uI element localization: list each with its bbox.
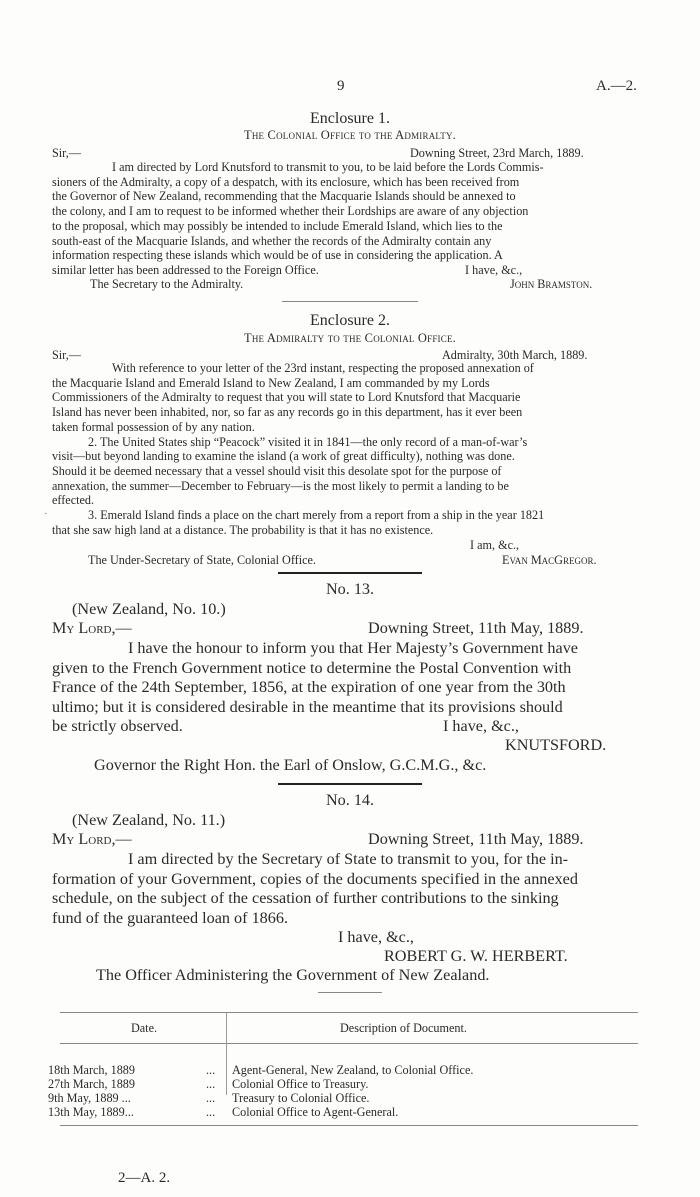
enclosure-2-title: Enclosure 2. <box>310 312 390 329</box>
enclosure-1-salutation: Sir,— <box>52 146 81 160</box>
enclosure-1-place-date: Downing Street, 23rd March, 1889. <box>410 146 584 160</box>
body-line: fund of the guaranteed loan of 1866. <box>52 908 288 927</box>
document-13-closing: I have, &c., <box>443 717 519 735</box>
enclosure-1-closing: I have, &c., <box>465 263 523 277</box>
enclosure-1-last-line: similar letter has been addressed to the Foreign Office. <box>52 263 319 277</box>
enclosure-2-closing: I am, &c., <box>470 538 520 552</box>
body-line: that she saw high land at a distance. The probability is that it has no existence. <box>52 522 434 537</box>
body-line: 2. The United States ship “Peacock” visited it in 1841—the only record of a man-of-war’s <box>88 434 528 449</box>
enclosure-1-addressee: The Secretary to the Admiralty. <box>90 277 244 291</box>
separator-rule <box>282 301 418 302</box>
body-line: formation of your Government, copies of the documents specified in the annexed <box>52 869 578 888</box>
document-14-addressee: The Officer Administering the Government of New Zealand. <box>96 966 490 984</box>
document-13-last-line: be strictly observed. <box>52 717 183 735</box>
table-row-4-description: Colonial Office to Agent-General. <box>232 1105 399 1119</box>
body-line: I am directed by the Secretary of State to transmit to you, for the in- <box>128 850 569 868</box>
table-row-3-date: 9th May, 1889 ... <box>48 1091 131 1105</box>
table-header-date: Date. <box>130 1021 158 1035</box>
printer-signature: 2—A. 2. <box>118 1170 171 1186</box>
document-14-title: No. 14. <box>325 791 375 809</box>
table-column-divider <box>226 1013 227 1095</box>
table-bottom-rule <box>60 1125 638 1126</box>
body-line: sioners of the Admiralty, a copy of a despatch, with its enclosure, which has been received from <box>52 174 520 189</box>
enclosure-2-body <box>52 361 640 537</box>
table-row-1-leader: ... <box>206 1063 216 1077</box>
table-header-rule <box>60 1043 638 1044</box>
document-14-place-date: Downing Street, 11th May, 1889. <box>368 830 584 848</box>
table-row-1-description: Agent-General, New Zealand, to Colonial Office. <box>232 1063 474 1077</box>
table-row-4-leader: ... <box>206 1105 216 1119</box>
enclosure-1-title: Enclosure 1. <box>310 110 390 127</box>
document-14-signature: ROBERT G. W. HERBERT. <box>384 947 568 965</box>
table-header-description: Description of Document. <box>340 1021 467 1035</box>
body-line: the Governor of New Zealand, recommending that the Macquarie Islands should be annexed to <box>52 189 516 204</box>
body-line: visit—but beyond landing to examine the island (a work of great difficulty), nothing was done. <box>52 449 515 464</box>
body-line: effected. <box>52 493 95 508</box>
enclosure-2-place-date: Admiralty, 30th March, 1889. <box>442 348 588 362</box>
separator-rule <box>318 992 382 993</box>
document-13-body <box>52 639 640 717</box>
body-line: France of the 24th September, 1856, at the expiration of one year from the 30th <box>52 678 566 697</box>
body-line: Should it be deemed necessary that a vessel should visit this desolate spot for the purpose of <box>52 463 502 478</box>
page-number: 9 <box>337 78 345 94</box>
document-14-body <box>52 850 640 928</box>
table-row-2-leader: ... <box>206 1077 216 1091</box>
body-line: I am directed by Lord Knutsford to transmit to you, to be laid before the Lords Commis- <box>112 160 544 174</box>
body-line: to the proposal, which may possibly be intended to include Emerald Island, which lies to the <box>52 218 503 233</box>
document-13-place-date: Downing Street, 11th May, 1889. <box>368 619 584 637</box>
document-13-series: (New Zealand, No. 10.) <box>72 600 226 618</box>
table-row-3-description: Treasury to Colonial Office. <box>232 1091 370 1105</box>
body-line: information respecting these islands which would be of use in considering the application. A <box>52 248 503 263</box>
document-14-closing: I have, &c., <box>338 928 414 946</box>
paper-reference: A.—2. <box>596 78 637 94</box>
body-line: annexation, the summer—December to February—is the most likely to permit a landing to be <box>52 478 509 493</box>
document-13-title: No. 13. <box>325 580 375 598</box>
document-14-salutation: My Lord,— <box>52 830 132 848</box>
body-line: I have the honour to inform you that Her Majesty’s Government have <box>128 639 578 657</box>
body-line: given to the French Government notice to determine the Postal Convention with <box>52 658 572 677</box>
enclosure-2-addressee: The Under-Secretary of State, Colonial Office. <box>88 553 316 567</box>
table-row-1-date: 18th March, 1889 <box>48 1063 135 1077</box>
body-line: 3. Emerald Island finds a place on the chart merely from a report from a ship in the year 1821 <box>88 508 545 523</box>
section-rule <box>278 572 422 574</box>
section-rule <box>278 783 422 785</box>
document-14-series: (New Zealand, No. 11.) <box>72 811 226 829</box>
body-line: ultimo; but it is considered desirable in the meantime that its provisions should <box>52 697 563 716</box>
body-line: south-east of the Macquarie Islands, and whether the records of the Admiralty contain any <box>52 233 492 248</box>
document-13-signature: KNUTSFORD. <box>505 736 607 754</box>
enclosure-2-salutation: Sir,— <box>52 348 81 362</box>
body-line: With reference to your letter of the 23rd instant, respecting the proposed annexation of <box>112 361 534 375</box>
document-13-addressee: Governor the Right Hon. the Earl of Onslow, G.C.M.G., &c. <box>94 756 487 774</box>
body-line: taken formal possession of by any nation. <box>52 419 255 434</box>
body-line: the colony, and I am to request to be informed whether their Lordships are aware of any objection <box>52 204 529 219</box>
margin-mark: · <box>44 508 48 520</box>
table-top-rule <box>60 1012 638 1013</box>
table-row-2-date: 27th March, 1889 <box>48 1077 135 1091</box>
enclosure-2-from-to: The Admiralty to the Colonial Office. <box>244 331 456 345</box>
body-line: the Macquarie Island and Emerald Island to New Zealand, I am commanded by my Lords <box>52 375 490 390</box>
table-row-2-description: Colonial Office to Treasury. <box>232 1077 369 1091</box>
enclosure-1-body <box>52 160 640 263</box>
enclosure-1-from-to: The Colonial Office to the Admiralty. <box>244 128 456 142</box>
table-row-3-leader: ... <box>206 1091 216 1105</box>
enclosure-1-signature: John Bramston. <box>510 277 593 291</box>
enclosure-2-signature: Evan MacGregor. <box>502 553 597 567</box>
body-line: Commissioners of the Admiralty to request that you will state to Lord Knutsford that Macquarie <box>52 390 521 405</box>
document-13-salutation: My Lord,— <box>52 619 132 637</box>
body-line: schedule, on the subject of the cessation of further contributions to the sinking <box>52 889 559 908</box>
table-row-4-date: 13th May, 1889... <box>48 1105 134 1119</box>
body-line: Island has never been inhabited, nor, so far as any records go in this department, has it ever been <box>52 405 523 420</box>
